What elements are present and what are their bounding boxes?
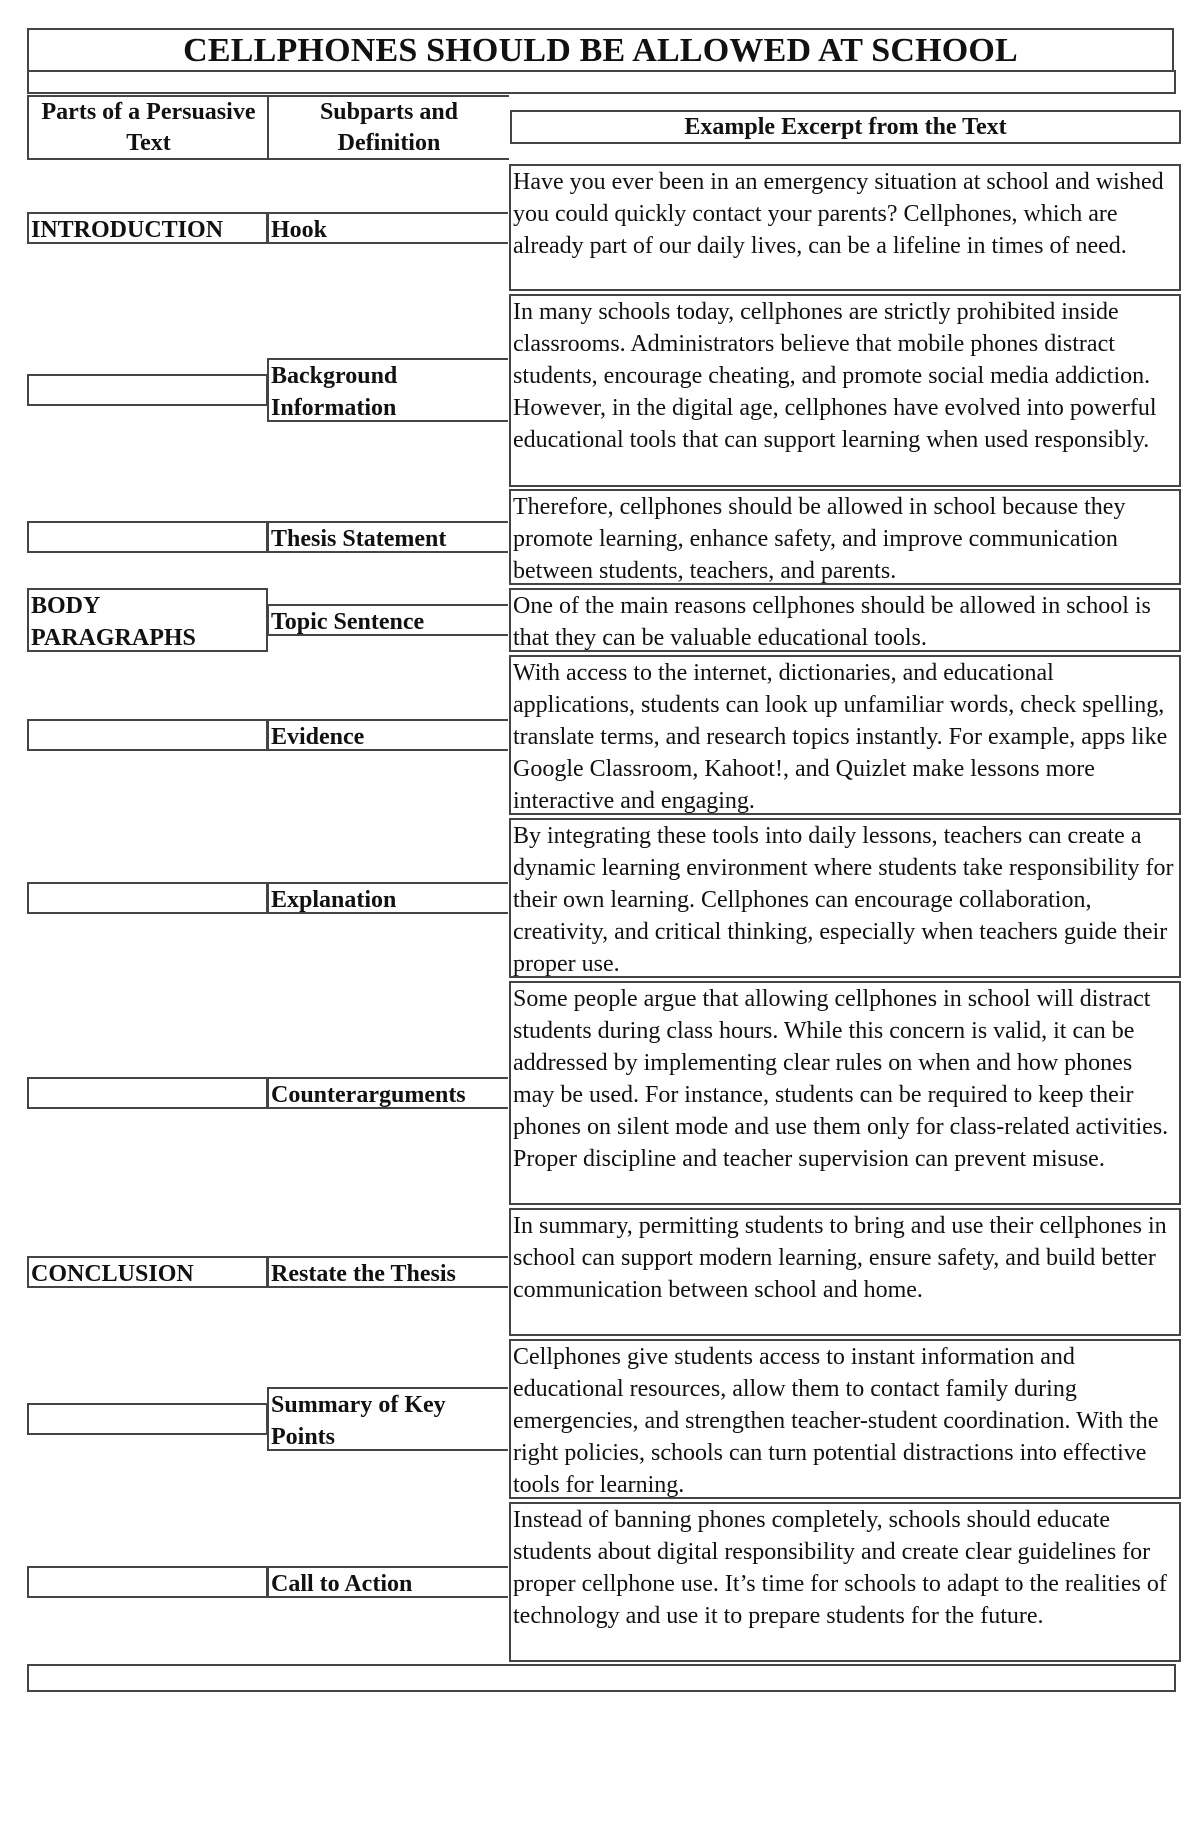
- row-part-body-paragraphs: BODY PARAGRAPHS: [27, 588, 268, 652]
- row-subpart-summary: Summary of Key Points: [267, 1387, 508, 1451]
- header-example: Example Excerpt from the Text: [510, 110, 1181, 144]
- row-subpart-call-to-action: Call to Action: [267, 1566, 508, 1598]
- row-excerpt-evidence: With access to the internet, dictionaries, and educational applications, students can look up unfamiliar words, check spelling, translate terms, and research topics instantly. For example, apps like Google Classroom, Kahoot!, and Quizlet make lessons more interactive and engaging.: [509, 655, 1181, 815]
- row-subpart-thesis: Thesis Statement: [267, 521, 508, 553]
- row-subpart-evidence: Evidence: [267, 719, 508, 751]
- row-excerpt-background: In many schools today, cellphones are strictly prohibited inside classrooms. Administrators believe that mobile phones distract students, encourage cheating, and promote social media addiction. However, in the digital age, cellphones have evolved into powerful educational tools that can support learning when used responsibly.: [509, 294, 1181, 487]
- row-excerpt-thesis: Therefore, cellphones should be allowed in school because they promote learning, enhance safety, and improve communication between students, teachers, and parents.: [509, 489, 1181, 585]
- row-excerpt-summary: Cellphones give students access to instant information and educational resources, allow them to contact family during emergencies, and strengthen teacher-student coordination. With the right policies, schools can turn potential distractions into effective tools for learning.: [509, 1339, 1181, 1499]
- row-subpart-explanation: Explanation: [267, 882, 508, 914]
- row-excerpt-hook: Have you ever been in an emergency situation at school and wished you could quickly contact your parents? Cellphones, which are already part of our daily lives, can be a lifeline in times of need.: [509, 164, 1181, 291]
- row-part-empty-6: [27, 1077, 268, 1109]
- row-part-empty-1: [27, 374, 268, 406]
- title-spacer-row: [27, 70, 1176, 94]
- row-part-conclusion: CONCLUSION: [27, 1256, 268, 1288]
- row-part-empty-9: [27, 1566, 268, 1598]
- page-title: CELLPHONES SHOULD BE ALLOWED AT SCHOOL: [27, 28, 1174, 72]
- row-excerpt-counterarguments: Some people argue that allowing cellphones in school will distract students during class hours. While this concern is valid, it can be addressed by implementing clear rules on when and how phones may be used. For instance, students can be required to keep their phones on silent mode and use them only for class-related activities. Proper discipline and teacher supervision can prevent misuse.: [509, 981, 1181, 1205]
- row-excerpt-restate: In summary, permitting students to bring and use their cellphones in school can support modern learning, ensure safety, and build better communication between school and home.: [509, 1208, 1181, 1336]
- row-part-empty-4: [27, 719, 268, 751]
- row-subpart-topic-sentence: Topic Sentence: [267, 604, 508, 636]
- row-subpart-background: Background Information: [267, 358, 508, 422]
- row-excerpt-explanation: By integrating these tools into daily lessons, teachers can create a dynamic learning environment where students take responsibility for their own learning. Cellphones can encourage collaboration, creativity, and critical thinking, especially when teachers guide their proper use.: [509, 818, 1181, 978]
- header-subparts: Subparts and Definition: [267, 95, 509, 160]
- row-subpart-counterarguments: Counterarguments: [267, 1077, 508, 1109]
- row-part-empty-2: [27, 521, 268, 553]
- row-subpart-hook: Hook: [267, 212, 508, 244]
- row-excerpt-topic-sentence: One of the main reasons cellphones should be allowed in school is that they can be valuable educational tools.: [509, 588, 1181, 652]
- footer-row: [27, 1664, 1176, 1692]
- row-part-empty-8: [27, 1403, 268, 1435]
- row-part-empty-5: [27, 882, 268, 914]
- row-part-introduction: INTRODUCTION: [27, 212, 268, 244]
- row-subpart-restate: Restate the Thesis: [267, 1256, 508, 1288]
- row-excerpt-call-to-action: Instead of banning phones completely, schools should educate students about digital responsibility and create clear guidelines for proper cellphone use. It’s time for schools to adapt to the realities of technology and use it to prepare students for the future.: [509, 1502, 1181, 1662]
- header-parts: Parts of a Persuasive Text: [27, 95, 268, 160]
